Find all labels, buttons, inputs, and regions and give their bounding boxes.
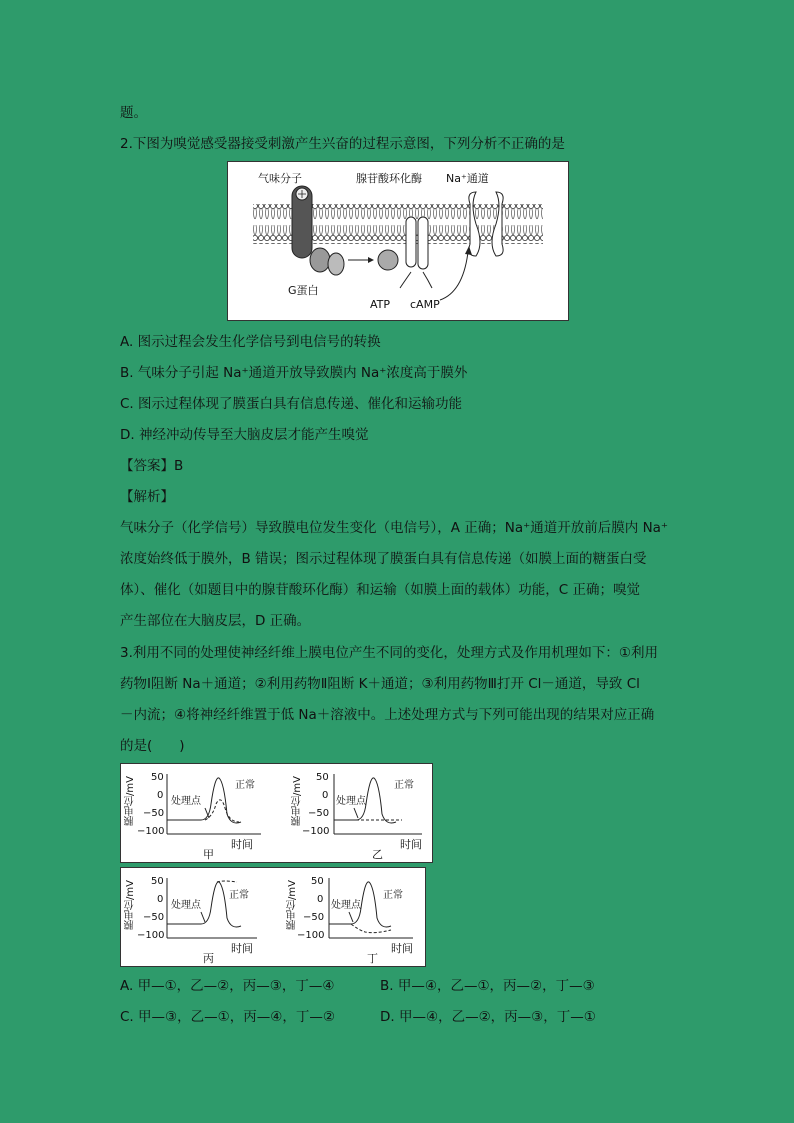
treated-curve <box>351 924 391 933</box>
q3-stem-line: －内流；④将神经纤维置于低 Na＋溶液中。上述处理方式与下列可能出现的结果对应正确 <box>120 707 655 723</box>
tick-0: 0 <box>317 894 324 905</box>
tick-minus-100: −100 <box>297 930 325 941</box>
q2-option-c: C. 图示过程体现了膜蛋白具有信息传递、催化和运输功能 <box>120 396 463 412</box>
tick-minus-50: −50 <box>143 808 165 819</box>
g-protein-shape <box>310 248 330 272</box>
tick-50: 50 <box>311 876 324 887</box>
q2-option-b: B. 气味分子引起 Na⁺通道开放导致膜内 Na⁺浓度高于膜外 <box>120 365 468 381</box>
label-normal: 正常 <box>383 890 403 901</box>
q2-answer: 【答案】B <box>120 458 184 474</box>
chart-yi <box>276 764 431 862</box>
y-axis-label: 膜电位/mV <box>125 776 136 826</box>
label-treat-point: 处理点 <box>171 900 201 911</box>
q3-option-b: B. 甲—④，乙—①，丙—②，丁—③ <box>380 978 595 994</box>
tick-minus-100: −100 <box>302 826 330 837</box>
tick-minus-50: −50 <box>303 912 325 923</box>
chart-jia <box>121 764 276 862</box>
label-normal: 正常 <box>394 780 414 791</box>
x-axis-label: 时间 <box>391 942 413 955</box>
x-axis-label: 时间 <box>400 838 422 851</box>
continued-text: 题。 <box>120 105 147 121</box>
y-axis-label: 膜电位/mV <box>287 880 298 930</box>
label-normal: 正常 <box>235 780 255 791</box>
tick-0: 0 <box>157 894 164 905</box>
chart-name: 甲 <box>203 848 214 861</box>
label-atp: ATP <box>370 298 391 311</box>
q3-stem-line: 3.利用不同的处理使神经纤维上膜电位产生不同的变化，处理方式及作用机理如下：①利用 <box>120 645 658 661</box>
label-treat-point: 处理点 <box>171 796 201 807</box>
label-treat-point: 处理点 <box>336 796 366 807</box>
q2-option-d: D. 神经冲动传导至大脑皮层才能产生嗅觉 <box>120 427 369 443</box>
q3-stem-line: 药物Ⅰ阻断 Na＋通道；②利用药物Ⅱ阻断 K＋通道；③利用药物Ⅲ打开 Cl－通道，导致 Cl <box>120 676 640 692</box>
q2-analysis-line: 产生部位在大脑皮层，D 正确。 <box>120 613 311 629</box>
q2-option-a: A. 图示过程会发生化学信号到电信号的转换 <box>120 334 381 350</box>
activated-protein-shape <box>378 250 398 270</box>
chart-bing <box>121 868 271 966</box>
tick-50: 50 <box>316 772 329 783</box>
q3-option-d: D. 甲—④，乙—②，丙—③，丁—① <box>380 1009 596 1025</box>
q2-analysis-title: 【解析】 <box>120 489 174 505</box>
chart-panel-top <box>120 763 433 863</box>
chart-name: 乙 <box>372 848 383 861</box>
y-axis-label: 膜电位/mV <box>125 880 136 930</box>
label-normal: 正常 <box>229 890 249 901</box>
x-axis-label: 时间 <box>231 942 253 955</box>
q2-analysis-line: 体）、催化（如题目中的腺苷酸环化酶）和运输（如膜上面的载体）功能，C 正确；嗅觉 <box>120 582 640 598</box>
chart-name: 丙 <box>203 952 214 965</box>
tick-minus-50: −50 <box>308 808 330 819</box>
label-g-protein: G蛋白 <box>288 284 319 297</box>
y-axis-label: 膜电位/mV <box>292 776 303 826</box>
label-odor-molecule: 气味分子 <box>258 172 302 185</box>
q3-stem-line: 的是( ) <box>120 738 185 754</box>
olfactory-diagram <box>227 161 569 321</box>
tick-minus-100: −100 <box>137 826 165 837</box>
tick-50: 50 <box>151 876 164 887</box>
q3-option-c: C. 甲—③，乙—①，丙—④，丁—② <box>120 1009 335 1025</box>
chart-ding <box>271 868 421 966</box>
q2-analysis-line: 气味分子（化学信号）导致膜电位发生变化（电信号），A 正确；Na⁺通道开放前后膜内 Na⁺ <box>120 520 669 536</box>
label-adenylate-cyclase: 腺苷酸环化酶 <box>356 172 422 185</box>
tick-50: 50 <box>151 772 164 783</box>
label-camp: cAMP <box>410 298 440 311</box>
chart-panel-bottom <box>120 867 426 967</box>
x-axis-label: 时间 <box>231 838 253 851</box>
treated-curve <box>217 881 237 882</box>
tick-minus-100: −100 <box>137 930 165 941</box>
cyclase-shape <box>406 217 416 267</box>
tick-0: 0 <box>322 790 329 801</box>
label-treat-point: 处理点 <box>331 900 361 911</box>
chart-name: 丁 <box>367 952 378 965</box>
question-2-stem: 2.下图为嗅觉感受器接受刺激产生兴奋的过程示意图，下列分析不正确的是 <box>120 136 565 152</box>
label-na-channel: Na⁺通道 <box>446 172 489 185</box>
tick-0: 0 <box>157 790 164 801</box>
tick-minus-50: −50 <box>143 912 165 923</box>
q2-analysis-line: 浓度始终低于膜外，B 错误；图示过程体现了膜蛋白具有信息传递（如膜上面的糖蛋白受 <box>120 551 647 567</box>
q3-option-a: A. 甲—①，乙—②，丙—③，丁—④ <box>120 978 335 994</box>
